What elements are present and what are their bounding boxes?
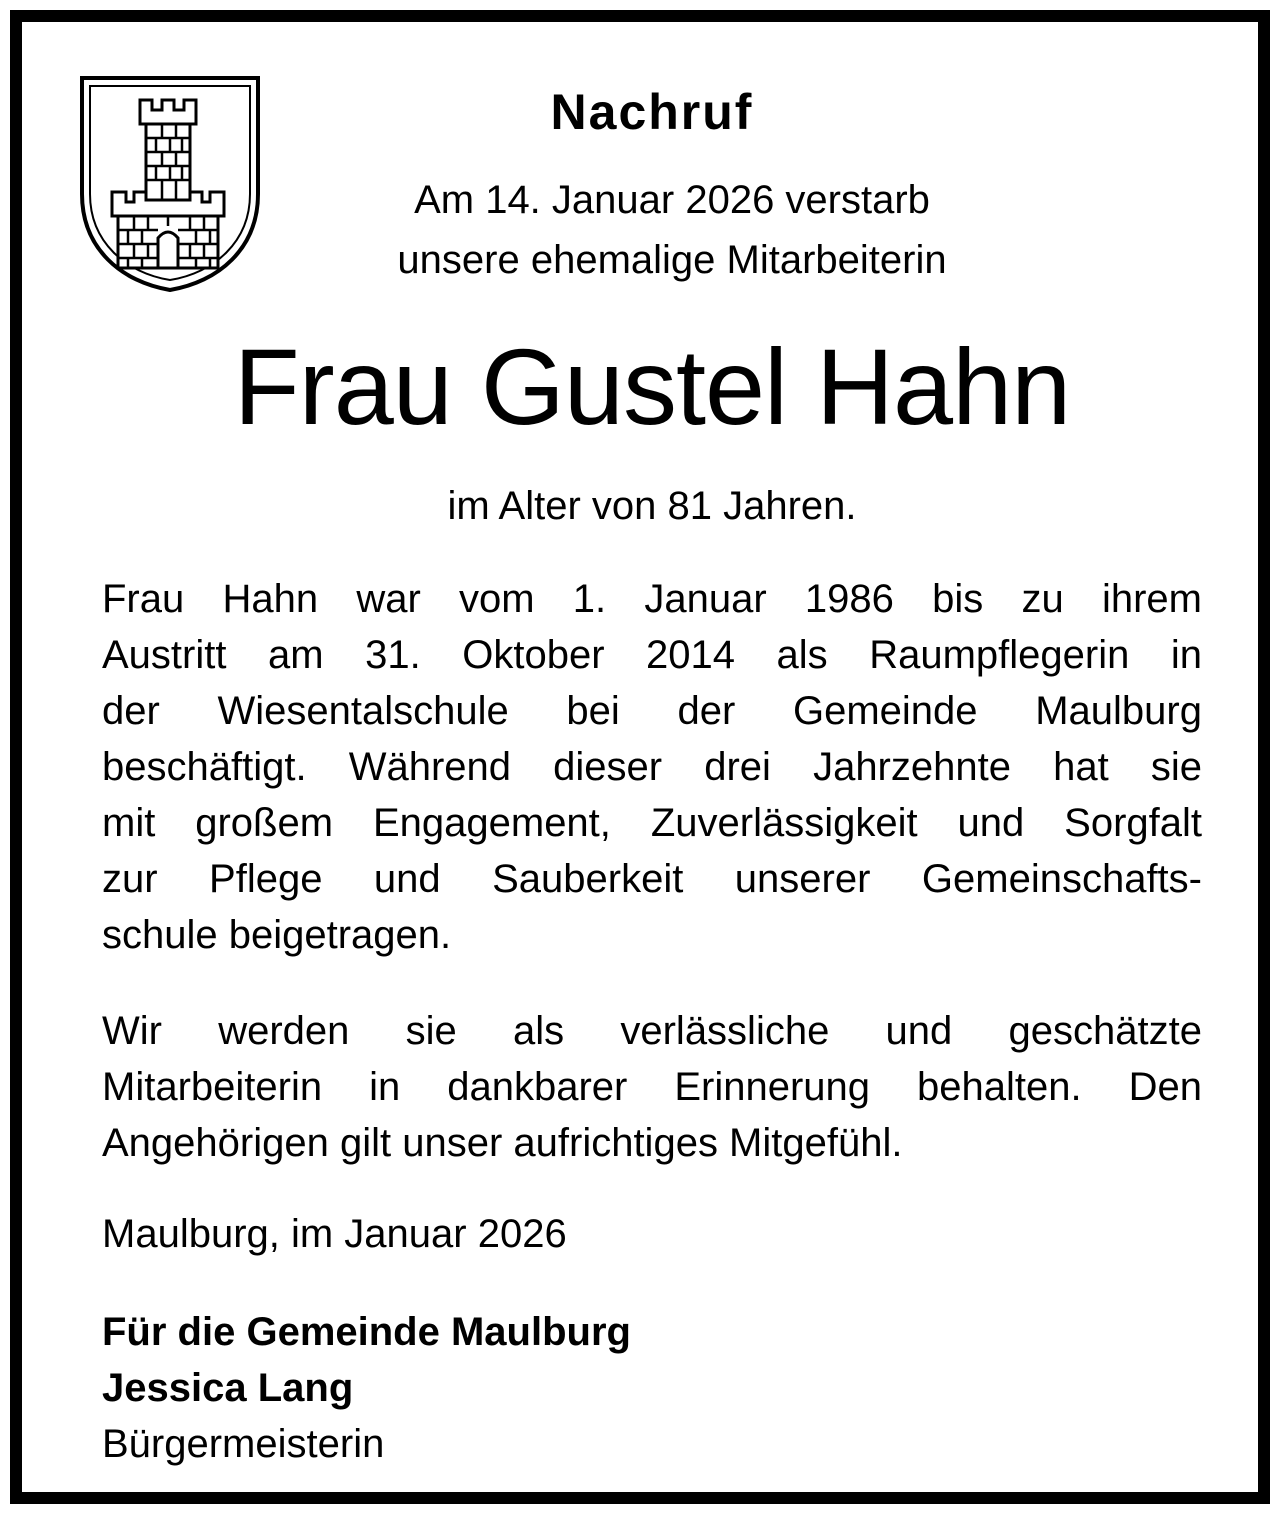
deceased-name: Frau Gustel Hahn <box>233 326 1071 447</box>
signature-title: Bürgermeisterin <box>102 1422 385 1466</box>
paragraph-remembrance <box>102 1003 1202 1171</box>
text-line: der Wiesentalschule bei der Gemeinde Maulburg <box>102 689 1202 733</box>
intro-line-1: Am 14. Januar 2026 verstarb <box>414 178 930 222</box>
text-line: beschäftigt. Während dieser drei Jahrzehnte hat sie <box>102 745 1202 789</box>
signature-name: Jessica Lang <box>102 1366 354 1410</box>
text-line: Mitarbeiterin in dankbarer Erinnerung behalten. Den <box>102 1065 1202 1109</box>
text-line: Angehörigen gilt unser aufrichtiges Mitgefühl. <box>102 1121 903 1165</box>
place-date: Maulburg, im Januar 2026 <box>102 1212 567 1256</box>
text-line: Wir werden sie als verlässliche und geschätzte <box>102 1009 1202 1053</box>
text-line: Frau Hahn war vom 1. Januar 1986 bis zu ihrem <box>102 577 1202 621</box>
text-line: zur Pflege und Sauberkeit unserer Gemeinschafts- <box>102 857 1202 901</box>
text-line: mit großem Engagement, Zuverlässigkeit und Sorgfalt <box>102 801 1202 845</box>
paragraph-employment <box>102 571 1202 963</box>
obituary-notice <box>10 10 1270 1504</box>
intro-line-2: unsere ehemalige Mitarbeiterin <box>397 238 947 282</box>
text-line: Austritt am 31. Oktober 2014 als Raumpflegerin in <box>102 633 1202 677</box>
notice-heading: Nachruf <box>550 84 754 140</box>
signature-organization: Für die Gemeinde Maulburg <box>102 1310 631 1354</box>
text-line: schule beigetragen. <box>102 913 452 957</box>
age-line: im Alter von 81 Jahren. <box>447 484 857 528</box>
